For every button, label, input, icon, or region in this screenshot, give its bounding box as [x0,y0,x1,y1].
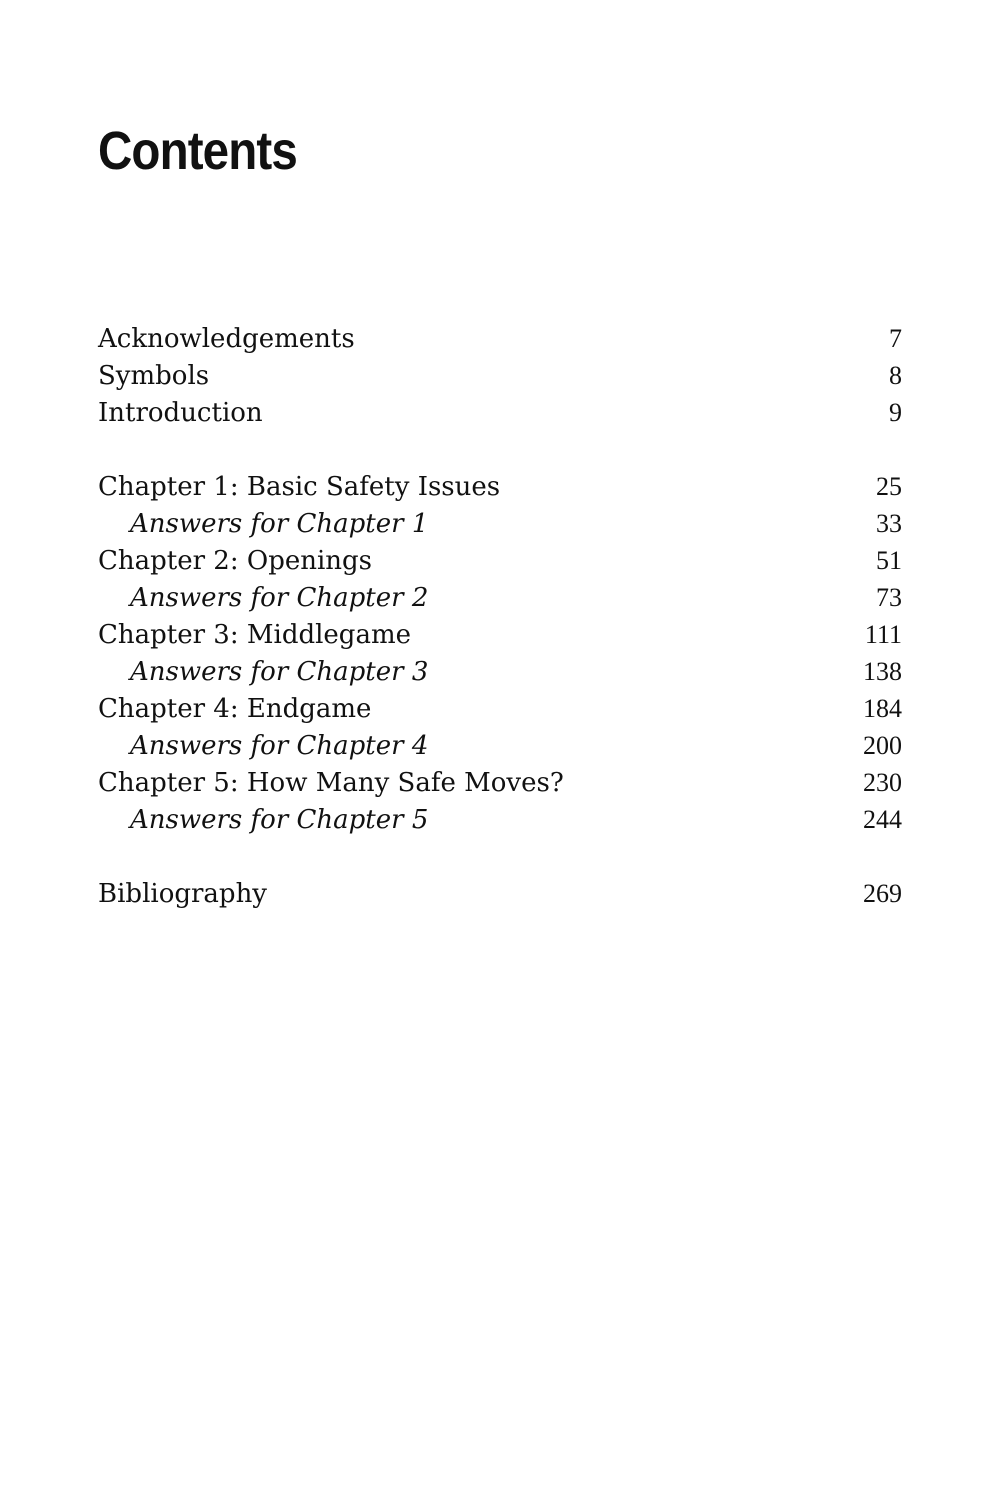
entry-page-number: 25 [876,472,902,501]
entry-page-number: 200 [863,731,902,760]
entry-page-number: 73 [876,583,902,612]
toc-entry-chapter-3[interactable] [98,616,902,653]
entry-page-number: 8 [889,361,902,390]
entry-title: Chapter 4: Endgame [98,694,372,724]
entry-title: Bibliography [98,879,267,909]
toc-entry-chapter-5[interactable] [98,764,902,801]
entry-page-number: 111 [864,620,902,649]
entry-title: Answers for Chapter 3 [130,657,429,687]
toc-entry-answers-chapter-5[interactable] [98,801,902,838]
toc-entry-introduction[interactable] [98,394,902,431]
entry-page-number: 244 [863,805,902,834]
chapters-group [98,468,902,838]
entry-page-number: 7 [889,324,902,353]
entry-title: Answers for Chapter 5 [130,805,429,835]
entry-title: Chapter 5: How Many Safe Moves? [98,768,564,798]
entry-title: Symbols [98,361,210,391]
toc-entry-chapter-2[interactable] [98,542,902,579]
toc-entry-answers-chapter-1[interactable] [98,505,902,542]
toc-entry-answers-chapter-3[interactable] [98,653,902,690]
entry-title: Chapter 1: Basic Safety Issues [98,472,501,502]
toc-entry-answers-chapter-2[interactable] [98,579,902,616]
entry-page-number: 9 [889,398,902,427]
entry-title: Answers for Chapter 4 [130,731,429,761]
toc-entry-answers-chapter-4[interactable] [98,727,902,764]
table-of-contents [98,320,902,949]
entry-page-number: 269 [863,879,902,908]
entry-page-number: 138 [863,657,902,686]
toc-entry-bibliography[interactable] [98,875,902,912]
entry-page-number: 230 [863,768,902,797]
toc-entry-chapter-4[interactable] [98,690,902,727]
entry-title: Answers for Chapter 1 [130,509,429,539]
back-matter-group [98,875,902,912]
toc-entry-acknowledgements[interactable] [98,320,902,357]
entry-title: Chapter 2: Openings [98,546,373,576]
entry-page-number: 33 [876,509,902,538]
entry-title: Introduction [98,398,263,428]
page-title: Contents [98,121,297,181]
toc-entry-chapter-1[interactable] [98,468,902,505]
toc-entry-symbols[interactable] [98,357,902,394]
entry-title: Chapter 3: Middlegame [98,620,411,650]
entry-page-number: 51 [876,546,902,575]
entry-page-number: 184 [863,694,902,723]
front-matter-group [98,320,902,431]
entry-title: Answers for Chapter 2 [130,583,429,613]
entry-title: Acknowledgements [98,324,355,354]
